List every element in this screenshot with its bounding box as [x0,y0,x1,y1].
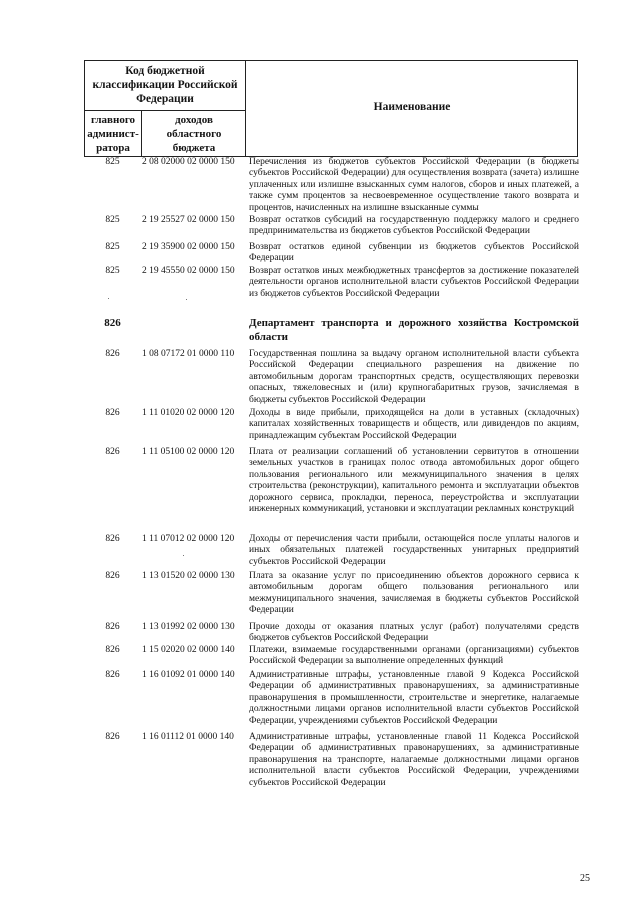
income-code: 2 19 25527 02 0000 150 [142,215,235,225]
scan-speck [183,555,184,556]
income-name: Доходы от перечисления части прибыли, остающейся после уплаты налогов и иных обязательных платежей государственных унитарных предприятий субъектов Российской Федерации [249,534,579,567]
income-name: Плата от реализации соглашений об установлении сервитутов в отношении земельных участков в границах полос отвода автомобильных дорог общего пользования регионального или межмуниципального значения в целях строительства (реконструкции), капитального ремонта и эксплуатации объектов дорожного сервиса, прокладки, переноса, переустройства и эксплуатации инженерных коммуникаций, установки и эксплуатации рекламных конструкций [249,447,579,515]
header-col-name: Наименование [373,101,451,113]
header-divider-sub [141,110,142,157]
income-code: 1 15 02020 02 0000 140 [142,645,235,655]
admin-code: 826 [104,317,121,329]
admin-code: 826 [105,571,120,581]
page-number: 25 [580,873,590,884]
income-name: Административные штрафы, установленные главой 11 Кодекса Российской Федерации об административных правонарушениях, за административные правонарушения на транспорте, налагаемые должностными лицами органов исполнительной власти субъектов Российской Федерации, учреждениями субъектов Российской Федерации [249,732,579,788]
income-name: Доходы в виде прибыли, приходящейся на доли в уставных (складочных) капиталах хозяйственных товариществ и обществ, или дивидендов по акциям, принадлежащим субъектам Российской Федерации [249,408,579,441]
admin-code: 825 [105,157,120,167]
scan-speck [108,298,109,299]
admin-code: 826 [105,408,120,418]
admin-code: 826 [105,349,120,359]
admin-code: 826 [105,622,120,632]
admin-code: 826 [105,732,120,742]
income-name: Административные штрафы, установленные главой 9 Кодекса Российской Федерации об административных правонарушениях, за административные правонарушения в промышленности, строительстве и энергетике, налагаемые должностными лицами органов исполнительной власти субъектов Российской Федерации, учреждениями субъектов Российской Федерации [249,670,579,726]
admin-code: 826 [105,534,120,544]
income-name: Государственная пошлина за выдачу органом исполнительной власти субъекта Российской Федерации специального разрешения на движение по автомобильным дорогам транспортных средств, осуществляющих перевозки опасных, тяжеловесных и (или) крупногабаритных грузов, зачисляемая в бюджеты субъектов Российской Федерации [249,349,579,405]
admin-code: 825 [105,266,120,276]
income-code: 1 11 05100 02 0000 120 [142,447,235,457]
income-name: Платежи, взимаемые государственными органами (организациями) субъектов Российской Федерации за выполнение определенных функций [249,645,579,667]
income-code: 1 13 01992 02 0000 130 [142,622,235,632]
income-name: Возврат остатков иных межбюджетных трансфертов за достижение показателей деятельности органов исполнительной власти субъектов Российской Федерации из бюджетов субъектов Российской Федерации [249,266,579,299]
admin-code: 826 [105,670,120,680]
header-divider-group [84,110,246,111]
income-name: Плата за оказание услуг по присоединению объектов дорожного сервиса к автомобильным дорогам общего пользования регионального или межмуниципального значения, зачисляемая в бюджеты субъектов Российской Федерации [249,571,579,616]
income-code: 1 13 01520 02 0000 130 [142,571,235,581]
income-code: 2 19 35900 02 0000 150 [142,242,235,252]
income-name: Возврат остатков субсидий на государственную поддержку малого и среднего предпринимательства из бюджетов субъектов Российской Федерации [249,215,579,237]
income-code: 2 08 02000 02 0000 150 [142,157,235,167]
income-code: 1 16 01092 01 0000 140 [142,670,235,680]
header-col-admin: главного админист-ратора [87,114,139,154]
income-name: Департамент транспорта и дорожного хозяйства Костромской области [249,317,579,343]
income-name: Прочие доходы от оказания платных услуг (работ) получателями средств бюджетов субъектов Российской Федерации [249,622,579,644]
admin-code: 826 [105,447,120,457]
income-code: 1 16 01112 01 0000 140 [142,732,234,742]
admin-code: 825 [105,242,120,252]
header-group-title: Код бюджетной классификации Российской Федерации [92,65,238,105]
header-col-income: доходов областного бюджета [166,114,222,154]
income-code: 1 11 07012 02 0000 120 [142,534,235,544]
income-code: 1 11 01020 02 0000 120 [142,408,235,418]
scan-speck [186,299,187,300]
admin-code: 826 [105,645,120,655]
admin-code: 825 [105,215,120,225]
income-code: 1 08 07172 01 0000 110 [142,349,235,359]
income-code: 2 19 45550 02 0000 150 [142,266,235,276]
income-name: Возврат остатков единой субвенции из бюджетов субъектов Российской Федерации [249,242,579,264]
income-name: Перечисления из бюджетов субъектов Российской Федерации (в бюджеты субъектов Российской Федерации) для осуществления возврата (зачета) излишне уплаченных или излишне взысканных сумм налогов, сборов и иных платежей, а также сумм процентов за несвоевременное осуществление такого возврата и процентов, начисленных на излишне взысканные суммы [249,157,579,213]
